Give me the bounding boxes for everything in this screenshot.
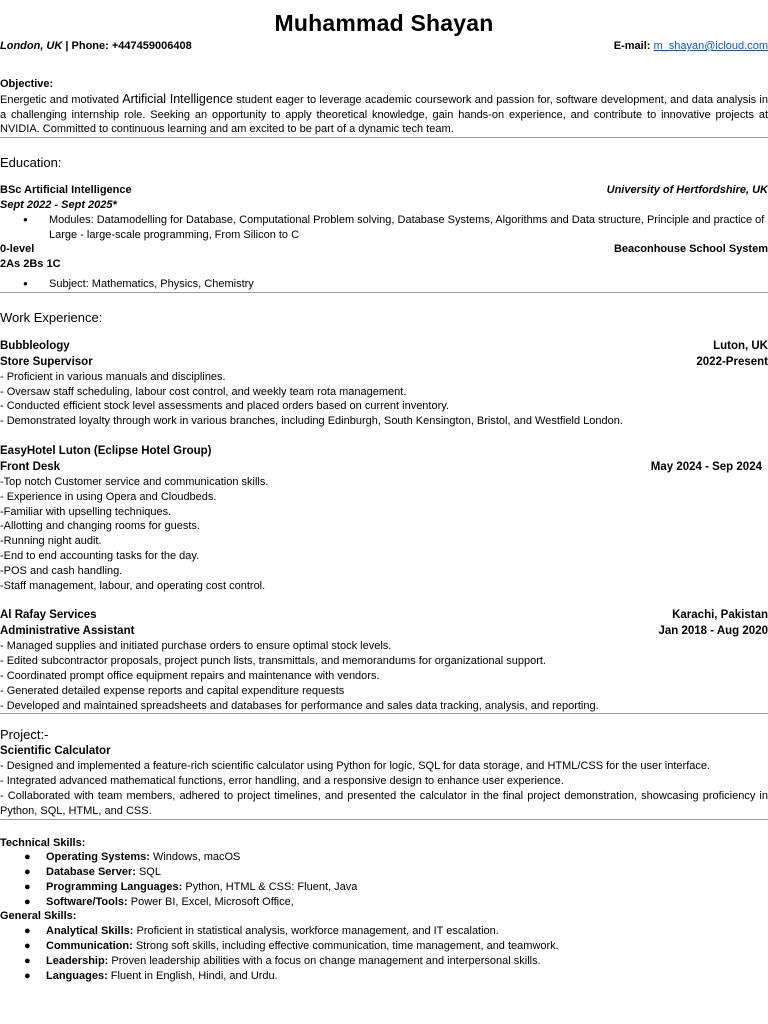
job-duty: -Familiar with upselling techniques. [0, 505, 172, 518]
edu-1-school: University of Hertfordshire, UK [606, 184, 768, 197]
job-role: Administrative Assistant [0, 625, 135, 638]
job-duty: - Managed supplies and initiated purchase orders to ensure optimal stock levels. [0, 640, 392, 653]
job-duty: -Staff management, labour, and operating cost control. [0, 579, 266, 592]
edu-2-header [0, 242, 768, 257]
job-duty: - Generated detailed expense reports and capital expenditure requests [0, 684, 345, 697]
project-name: Scientific Calculator [0, 745, 111, 758]
contact-right [614, 39, 768, 54]
job-location: Luton, UK [713, 339, 768, 352]
job-duty: -End to end accounting tasks for the day. [0, 549, 200, 562]
location: London, UK [0, 40, 63, 52]
edu-1-bullets [0, 213, 768, 243]
job-duty: - Experience in using Opera and Cloudbeds. [0, 490, 217, 503]
phone: Phone: +447459006408 [71, 40, 192, 52]
objective-highlight: Artificial Intelligence [122, 91, 233, 106]
job-duty: -Running night audit. [0, 535, 102, 548]
project-line: - Integrated advanced mathematical functions, error handling, and a responsive design to enhance user experience. [0, 775, 564, 788]
edu-1-modules: ● Modules: Datamodelling for Database, Computational Problem solving, Database Systems, Algorithms and Data structure, Principle and practice of Large - large-scale programming, From Silicon to C [0, 213, 768, 243]
job-duty: -Top notch Customer service and communication skills. [0, 475, 269, 488]
job-company: Bubbleology [0, 339, 70, 352]
work-title: Work Experience: [0, 309, 103, 325]
job-role: Front Desk [0, 460, 61, 473]
edu-1-degree: BSc Artificial Intelligence [0, 184, 132, 197]
job-alrafay [0, 607, 768, 713]
skill-item: ● Software/Tools: Power BI, Excel, Microsoft Office, [0, 895, 768, 910]
job-location: Karachi, Pakistan [672, 609, 768, 622]
edu-1-header [0, 183, 768, 198]
job-duty: -Allotting and changing rooms for guests. [0, 520, 200, 533]
email-label: E-mail: [613, 40, 651, 52]
job-easyhotel [0, 443, 768, 593]
email-link[interactable]: m_shayan@icloud.com [653, 40, 768, 52]
skill-item: ● Operating Systems: Windows, macOS [0, 850, 768, 865]
technical-skills-title: Technical Skills: [0, 836, 86, 849]
skill-item: ● Analytical Skills: Proficient in statistical analysis, workforce management, and IT escalation. [0, 924, 768, 939]
job-dates: 2022-Present [696, 355, 768, 368]
skill-item: ● Leadership: Proven leadership abilities with a focus on change management and interpersonal skills. [0, 954, 768, 969]
job-bubbleology [0, 338, 768, 429]
objective-text: Energetic and motivated Artificial Intelligence student eager to leverage academic coursework and passion for, software development, and data analysis in a challenging internship role. Seeking an opportunity to apply theoretical knowledge, gain hands-on experience, and contribute to innovative projects at NVIDIA. Committed to continuous learning and am excited to be part of a dynamic tech team. [0, 91, 768, 136]
technical-skills-list [0, 850, 768, 909]
objective-title: Objective: [0, 78, 54, 90]
edu-2-school: Beaconhouse School System [613, 243, 768, 256]
skill-item: ● Database Server: SQL [0, 865, 768, 880]
job-company: Al Rafay Services [0, 609, 97, 622]
edu-2-subjects: ● Subject: Mathematics, Physics, Chemistry [0, 277, 768, 292]
job-dates: Jan 2018 - Aug 2020 [658, 625, 768, 638]
job-duty: - Demonstrated loyalty through work in various branches, including Edinburgh, South Kensington, Bristol, and Westfield London. [0, 415, 623, 428]
project-line: - Collaborated with team members, adhered to project timelines, and presented the calculator in the final project demonstration, showcasing proficiency in Python, SQL, HTML, and CSS. [0, 789, 768, 817]
job-duty: - Edited subcontractor proposals, project punch lists, transmittals, and memorandums for organizational support. [0, 655, 546, 668]
job-duty: -POS and cash handling. [0, 564, 123, 577]
edu-2-degree: 0-level [0, 243, 35, 256]
project-title: Project:- [0, 727, 49, 743]
job-duty: - Conducted efficient stock level assessments and placed orders based on current inventory. [0, 400, 450, 413]
edu-2-grades: 2As 2Bs 1C [0, 258, 61, 271]
job-duty: - Oversaw staff scheduling, labour cost control, and weekly team rota management. [0, 385, 407, 398]
candidate-name: Muhammad Shayan [274, 10, 494, 36]
skill-item: ● Communication: Strong soft skills, including effective communication, time management, and teamwork. [0, 939, 768, 954]
job-duty: - Proficient in various manuals and disciplines. [0, 370, 226, 383]
education-title: Education: [0, 155, 62, 171]
edu-2-bullets [0, 277, 768, 292]
general-skills-list [0, 924, 768, 983]
job-duty: - Coordinated prompt office equipment repairs and maintenance with vendors. [0, 669, 380, 682]
edu-1-dates: Sept 2022 - Sept 2025* [0, 198, 117, 211]
job-company: EasyHotel Luton (Eclipse Hotel Group) [0, 444, 212, 457]
project-line: - Designed and implemented a feature-rich scientific calculator using Python for logic, SQL for data storage, and HTML/CSS for the user interface. [0, 760, 711, 773]
general-skills-title: General Skills: [0, 910, 77, 923]
job-dates: May 2024 - Sep 2024 [650, 460, 762, 473]
skill-item: ● Programming Languages: Python, HTML & CSS: Fluent, Java [0, 880, 768, 895]
skill-item: ● Languages: Fluent in English, Hindi, and Urdu. [0, 969, 768, 984]
contact-line [0, 39, 768, 54]
job-duty: - Developed and maintained spreadsheets and databases for performance and sales data tracking, analysis, and reporting. [0, 699, 599, 712]
job-role: Store Supervisor [0, 355, 93, 368]
contact-left: London, UK | Phone: +447459006408 [0, 40, 192, 52]
